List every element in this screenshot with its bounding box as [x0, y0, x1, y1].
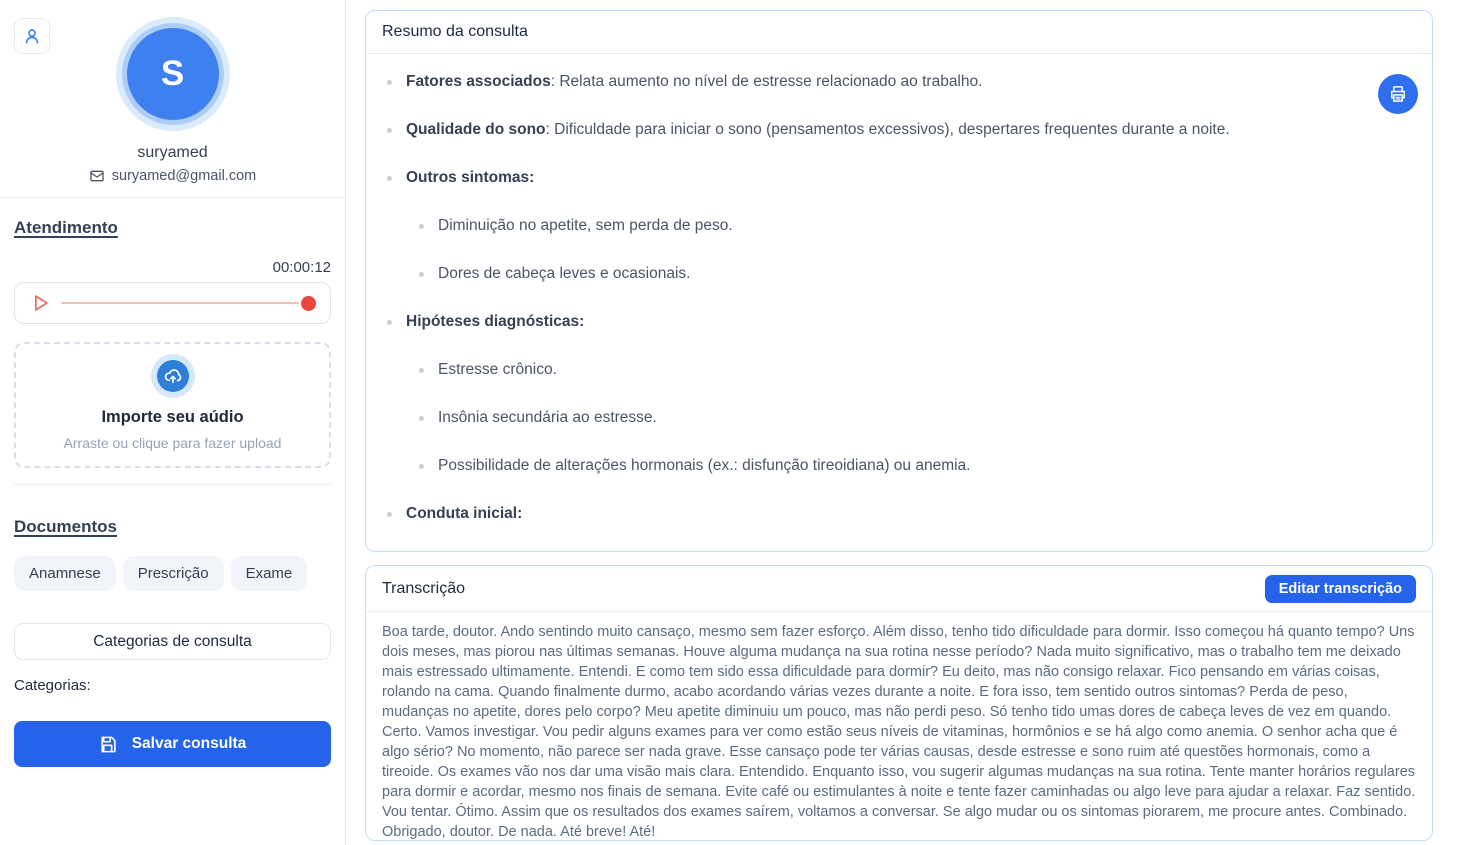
username: suryamed	[137, 144, 208, 161]
transcription-panel-header	[366, 566, 1432, 612]
summary-list	[366, 54, 1432, 529]
sidebar	[0, 0, 346, 845]
categories-label: Categorias:	[14, 677, 91, 694]
summary-item-text: Possibilidade de alterações hormonais (ex.: disfunção tireoidiana) ou anemia.	[438, 457, 971, 474]
save-button-label: Salvar consulta	[131, 735, 247, 752]
summary-item	[386, 166, 1412, 190]
summary-item	[418, 454, 1412, 478]
audio-player	[14, 282, 331, 324]
summary-item	[418, 406, 1412, 430]
summary-panel-header	[366, 11, 1432, 54]
bullet-icon	[419, 368, 424, 373]
document-buttons	[14, 556, 331, 591]
upload-title: Importe seu aúdio	[101, 407, 244, 426]
bullet-icon	[387, 320, 392, 325]
avatar	[127, 28, 219, 120]
cloud-upload-icon	[157, 360, 189, 392]
summary-item-text: Conduta inicial:	[406, 505, 523, 522]
transcription-title: Transcrição	[382, 579, 465, 597]
audio-upload-dropzone[interactable]	[14, 342, 331, 468]
bullet-icon	[419, 224, 424, 229]
consultation-categories-button[interactable]: Categorias de consulta	[14, 623, 331, 660]
bullet-icon	[419, 464, 424, 469]
summary-item-text: Diminuição no apetite, sem perda de peso.	[438, 217, 733, 234]
record-dot[interactable]	[301, 296, 316, 311]
person-icon	[22, 26, 42, 46]
bullet-icon	[387, 80, 392, 85]
summary-item	[418, 358, 1412, 382]
envelope-icon	[89, 168, 105, 184]
profile-button[interactable]	[14, 18, 50, 54]
bullet-icon	[387, 512, 392, 517]
bullet-icon	[419, 416, 424, 421]
summary-item	[386, 118, 1412, 142]
summary-item	[386, 502, 1412, 526]
documents-heading: Documentos	[14, 517, 117, 536]
recording-timer: 00:00:12	[272, 259, 331, 276]
print-button[interactable]	[1378, 74, 1418, 114]
summary-title: Resumo da consulta	[382, 23, 528, 40]
transcription-panel	[365, 565, 1433, 841]
bullet-icon	[419, 272, 424, 277]
play-button[interactable]	[29, 292, 51, 314]
save-icon	[99, 735, 118, 754]
profile-section	[0, 0, 345, 198]
summary-item-text: Insônia secundária ao estresse.	[438, 409, 657, 426]
document-button-prescricao[interactable]: Prescrição	[123, 556, 224, 591]
audio-progress-bar[interactable]	[61, 302, 299, 304]
email-row	[0, 168, 345, 184]
summary-item-text: Hipóteses diagnósticas:	[406, 313, 585, 330]
email-text: suryamed@gmail.com	[111, 168, 257, 184]
play-icon	[29, 292, 51, 314]
summary-item-text: Qualidade do sono: Dificuldade para iniciar o sono (pensamentos excessivos), despertares frequentes durante a noite.	[406, 121, 1230, 138]
bullet-icon	[387, 128, 392, 133]
save-consultation-button[interactable]	[14, 721, 331, 767]
sidebar-divider	[14, 484, 331, 485]
attendance-heading: Atendimento	[14, 218, 118, 237]
summary-item-text: Fatores associados: Relata aumento no nível de estresse relacionado ao trabalho.	[406, 73, 983, 90]
bullet-icon	[387, 176, 392, 181]
upload-subtitle: Arraste ou clique para fazer upload	[63, 434, 282, 451]
avatar-letter: S	[160, 54, 185, 93]
summary-item-text: Dores de cabeça leves e ocasionais.	[438, 265, 691, 282]
summary-item	[386, 310, 1412, 334]
printer-icon	[1388, 84, 1408, 104]
summary-panel	[365, 10, 1433, 552]
document-button-exame[interactable]: Exame	[231, 556, 308, 591]
edit-transcription-button[interactable]: Editar transcrição	[1265, 575, 1416, 603]
summary-item-text: Estresse crônico.	[438, 361, 557, 378]
summary-item	[418, 214, 1412, 238]
summary-item	[418, 262, 1412, 286]
summary-item-text: Outros sintomas:	[406, 169, 535, 186]
main-content	[346, 0, 1460, 845]
transcription-text: Boa tarde, doutor. Ando sentindo muito cansaço, mesmo sem fazer esforço. Além disso, tenho tido dificuldade para dormir. Isso começou há quanto tempo? Uns dois meses, mas piorou nas últimas semanas. Houve alguma mudança na sua rotina nesse período? Nada muito significativo, mas o trabalho tem me deixado mais estressado ultimamente. Entendi. E como tem sido essa dificuldade para dormir? Eu deito, mas não consigo relaxar. Fico pensando em várias coisas, rolando na cama. Quando finalmente durmo, acabo acordando várias vezes durante a noite. E fora isso, tem sentido outros sintomas? Perda de peso, mudanças no apetite, dores pelo corpo? Meu apetite diminuiu um pouco, mas não perdi peso. Só tenho tido umas dores de cabeça leves de vez em quando. Certo. Vamos investigar. Vou pedir alguns exames para ver como estão seus níveis de vitaminas, hormônios e se há algo como anemia. O senhor acha que é algo sério? No momento, não parece ser nada grave. Esse cansaço pode ter várias causas, desde estresse e sono ruim até questões hormonais, como a tireoide. Os exames vão nos dar uma visão mais clara. Entendido. Enquanto isso, vou sugerir algumas mudanças na sua rotina. Tente manter horários regulares para dormir e acordar, mesmo nos finais de semana. Evite café ou estimulantes à noite e tente fazer caminhadas ou algo leve para ajudar a relaxar. Faz sentido. Vou tentar. Ótimo. Assim que os resultados dos exames saírem, voltamos a conversar. Se algo mudar ou os sintomas piorarem, me procure antes. Combinado. Obrigado, doutor. De nada. Até breve! Até!	[382, 624, 1416, 840]
document-button-anamnese[interactable]: Anamnese	[14, 556, 116, 591]
summary-item	[386, 70, 1412, 94]
